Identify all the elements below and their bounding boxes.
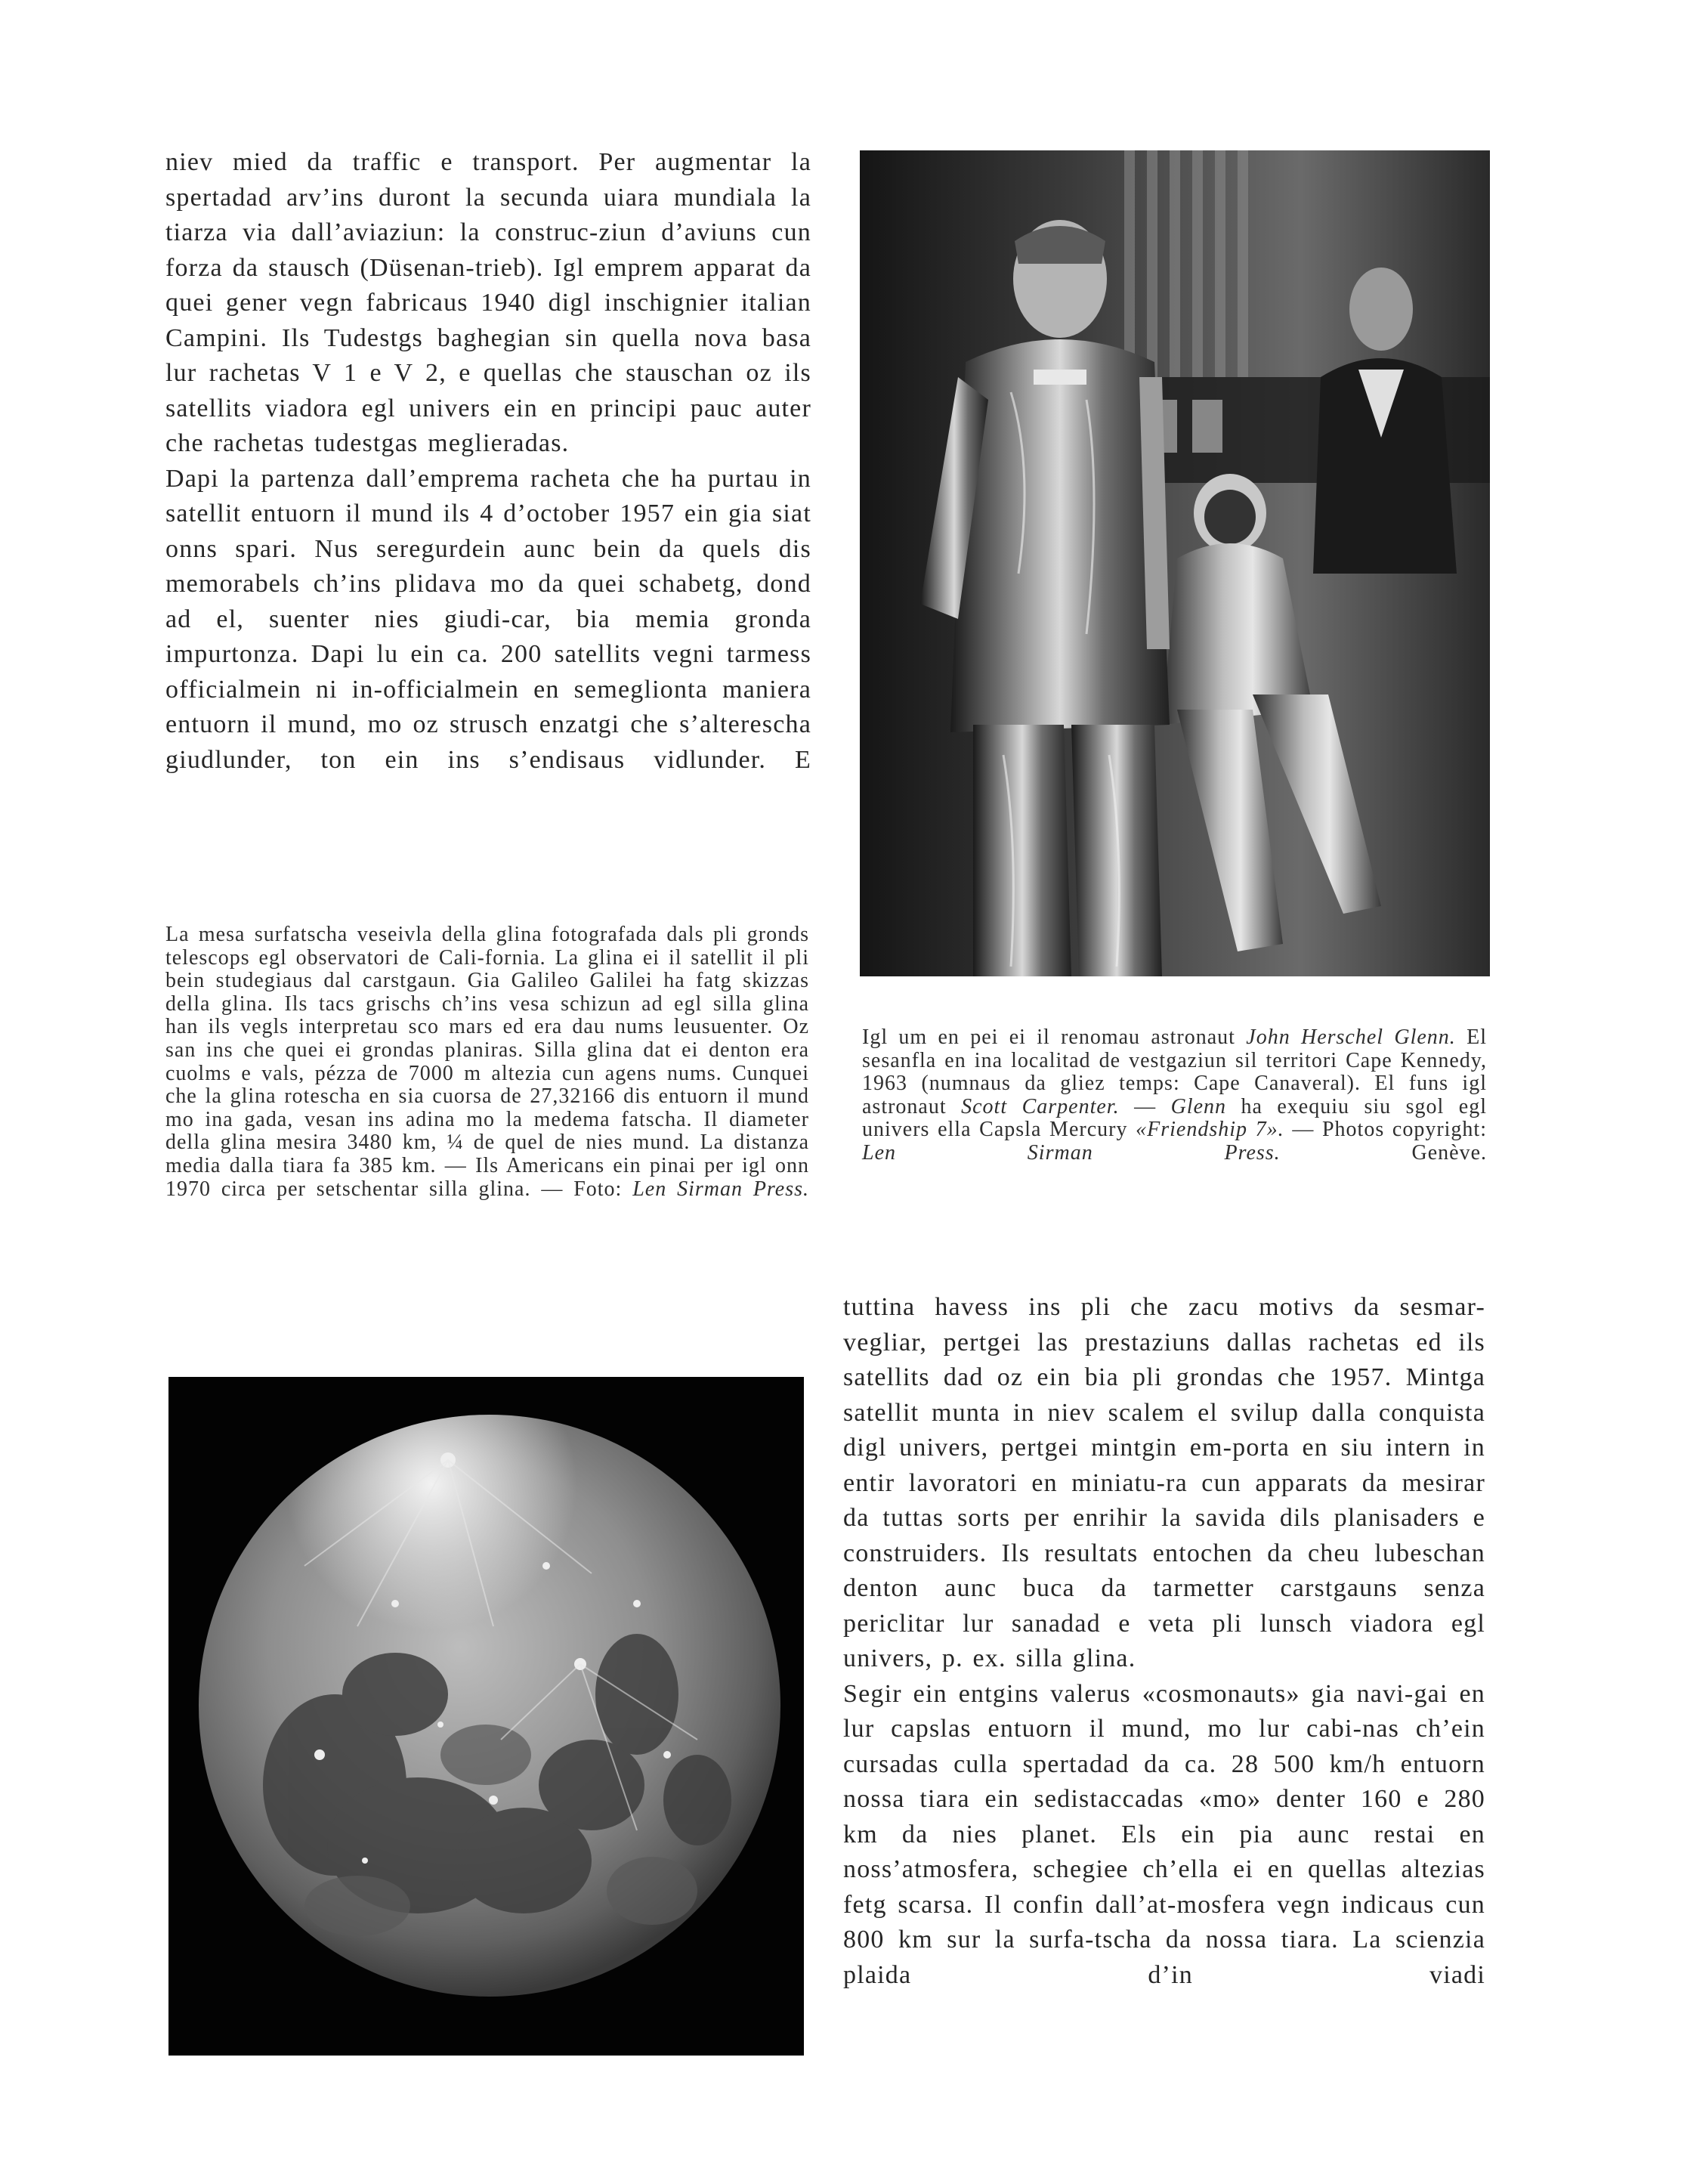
caption-text: Igl um en pei ei il renomau astronaut xyxy=(862,1025,1247,1049)
caption-text: La mesa surfatscha veseivla della glina fotografada dals pli gronds telescops egl observatori de Cali-fornia. La glina ei il satellit il pli bein studegiaus dal carstgaun. Gia Galileo Galilei ha fatg skizzas della glina. Ils tacs grischs ch’ins vesa schizun ad egl silla glina han ils vegls interpretau sco mars ed era dau nums leusuenter. Oz san ins che quei ei grondas planiras. Silla glina dat ei denton era cuolms e vals, pézza de 7000 m altezia cun agens nums. Cunquei che la glina rotescha en sia cuorsa de 27,32166 dis entuorn il mund mo ina gada, vesan ins adina mo la medema fatscha. Il diameter della glina mesira 3480 km, ¼ de quel de nies mund. La distanza media dalla tiara fa 385 km. — Ils Americans ein pinai per igl onn 1970 circa per setschentar silla glina. — Foto: xyxy=(165,923,809,1201)
photo-caption-glenn xyxy=(862,1026,1487,1165)
caption-text: El sesanfla en ina localitad de vestgaziun sil territori Cape Kennedy, 1963 (numnaus da gliez temps: Cape Canaveral). El funs igl astronaut xyxy=(862,1025,1487,1118)
paragraph-1: niev mied da traffic e transport. Per augmentar la spertadad arv’ins duront la secunda uiara mundiala la tiarza via dall’aviaziun: la construc-ziun d’aviuns cun forza da stausch (Düsenan-trieb). Igl emprem apparat da quei gener vegn fabricaus 1940 digl inschignier italian Campini. Ils Tudestgs baghegian sin quella nova basa lur rachetas V 1 e V 2, e quellas che stauschan oz ils satellits viadora egl univers ein en principi pauc auter che rachetas tudestgas meglieradas. xyxy=(165,148,811,457)
paragraph-2: Dapi la partenza dall’emprema racheta che ha purtau in satellit entuorn il mund ils 4 d’october 1957 ein gia siat onns spari. Nus seregurdein aunc bein da quels dis memorabels ch’ins plidava mo da quei schabetg, dond ad el, suenter nies giudi-car, bia memia gronda impurtonza. Dapi lu ein ca. 200 satellits vegni tarmess officialmein ni in-officialmein en semeglionta maniera entuorn il mund, mo oz strusch enzatgi che s’alterescha giudlunder, ton ein ins s’endisaus vidlunder. E xyxy=(165,464,811,774)
caption-place: Genève. xyxy=(1280,1140,1487,1165)
caption-text: — Photos copyright: xyxy=(1284,1118,1487,1142)
caption-name: Glenn xyxy=(1170,1094,1226,1118)
photo-credit: Len Sirman Press. xyxy=(862,1140,1281,1165)
astronaut-photo xyxy=(860,150,1490,976)
caption-text: ha exequiu siu sgol egl univers ella Capsla Mercury xyxy=(862,1094,1488,1142)
paragraph-4: Segir ein entgins valerus «cosmonauts» gia navi-gai en lur capslas entuorn il mund, mo lur cabi-nas ch’ein cursadas culla spertadad da ca. 28 500 km/h entuorn nossa tiara ein sedistaccadas «mo» denter 160 e 280 km da nies planet. Els ein pia aunc restai en noss’atmosfera, schegiee ch’ella ei en quellas altezias fetg scarsa. Il confin dall’at-mosfera vegn indicaus cun 800 km sur la surfa-tscha da nossa tiara. La scienzia plaida d’in viadi xyxy=(843,1679,1485,1989)
article-column-left xyxy=(165,145,811,778)
moon-photo-illustration xyxy=(168,1377,804,2056)
caption-capsule-name: «Friendship 7». xyxy=(1136,1118,1284,1142)
paragraph-3: tuttina havess ins pli che zacu motivs da sesmar-vegliar, pertgei las prestaziuns dallas rachetas ed ils satellits dad oz ein bia pli grondas che 1957. Mintga satellit munta in niev scalem el svilup dalla conquista digl univers, pertgei mintgin em-porta en siu intern in entir lavoratori en miniatu-ra cun apparats da mesirar da tuttas sorts per enrihir la savida dils planisaders e construiders. Ils resultats entochen da cheu lubeschan denton aunc buca da tarmetter carstgauns senza periclitar lur sanadad e veta pli lunsch viadora egl univers, p. ex. silla glina. xyxy=(843,1293,1485,1672)
moon-photo xyxy=(168,1377,804,2056)
article-column-right xyxy=(843,1290,1485,1993)
caption-name: Scott Carpenter. xyxy=(961,1094,1120,1118)
caption-dash: — xyxy=(1119,1094,1171,1118)
astronaut-photo-illustration xyxy=(860,150,1490,976)
photo-caption-moon xyxy=(165,923,809,1201)
photo-credit: Len Sirman Press. xyxy=(632,1177,810,1201)
caption-name: John Herschel Glenn. xyxy=(1246,1025,1456,1049)
